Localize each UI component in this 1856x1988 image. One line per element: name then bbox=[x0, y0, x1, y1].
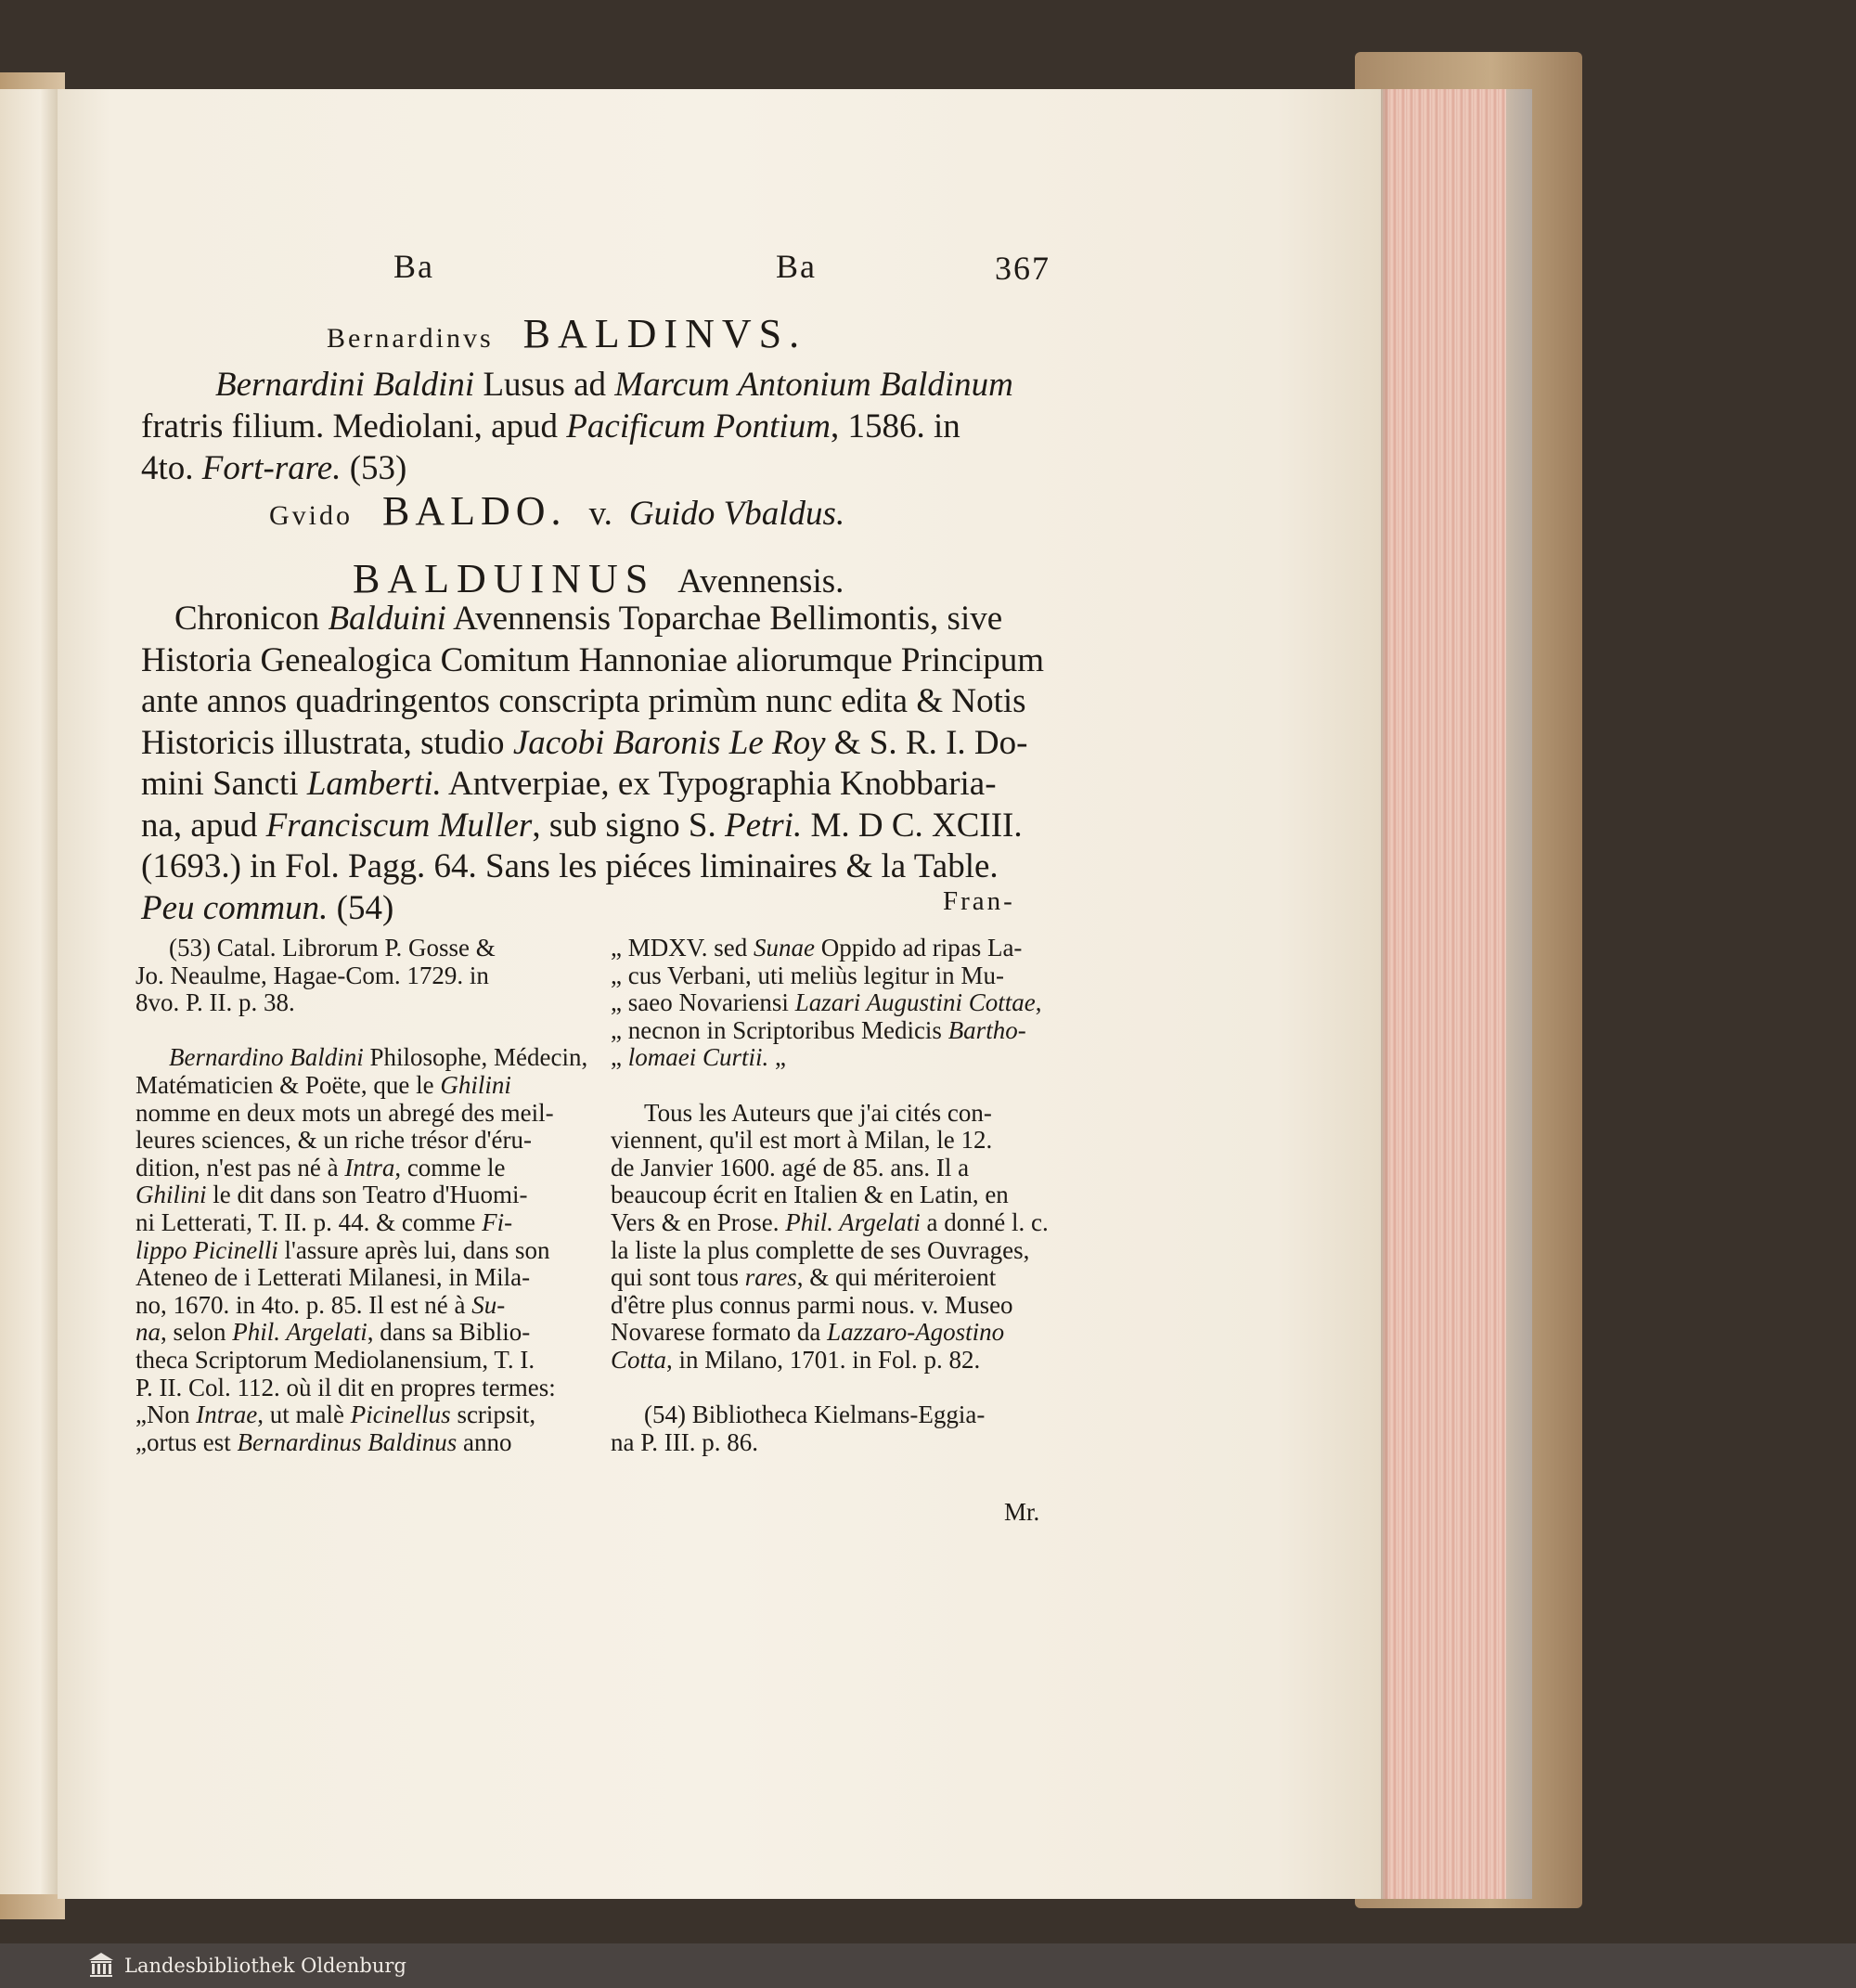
text-segment: Lazari Augustini Cottae bbox=[794, 988, 1036, 1017]
text-segment: Cotta bbox=[611, 1346, 667, 1374]
catchword-top: Fran- bbox=[943, 886, 1015, 916]
text-segment: Oppido ad ripas La- bbox=[814, 934, 1023, 962]
text-segment: de Janvier 1600. agé de 85. ans. Il a bbox=[611, 1153, 970, 1181]
text-line bbox=[141, 846, 999, 887]
text-segment: , dans sa Biblio- bbox=[367, 1318, 531, 1347]
entry2-see-ref: v. bbox=[588, 495, 612, 533]
text-line bbox=[611, 1041, 786, 1074]
library-name: Landesbibliothek Oldenburg bbox=[124, 1955, 406, 1977]
text-line bbox=[135, 1426, 511, 1459]
text-line bbox=[174, 598, 1002, 639]
text-segment: scripsit, bbox=[450, 1401, 536, 1429]
entry3-heading-place: Avennensis. bbox=[677, 562, 844, 600]
text-segment: Sunae bbox=[754, 934, 815, 962]
text-line bbox=[141, 680, 1026, 722]
text-segment: „ necnon in Scriptoribus Medicis bbox=[611, 1015, 948, 1044]
text-segment: , in Milano, 1701. in Fol. p. 82. bbox=[666, 1346, 981, 1374]
text-segment: Pacificum Pontium bbox=[566, 407, 831, 445]
page-edge-inner bbox=[1506, 89, 1532, 1899]
text-segment: Chronicon bbox=[174, 600, 329, 638]
text-segment: beaucoup écrit en Italien & en Latin, en bbox=[611, 1181, 1009, 1209]
text-segment: Ghilini bbox=[135, 1181, 207, 1209]
entry1-heading-name: Bernardinvs bbox=[327, 323, 494, 354]
text-segment: Historia Genealogica Comitum Hannoniae aliorumque Principum bbox=[141, 640, 1045, 679]
text-segment: Historicis illustrata, studio bbox=[141, 723, 513, 762]
running-head-left: Ba bbox=[393, 248, 434, 285]
text-segment: Ghilini bbox=[440, 1071, 511, 1099]
text-segment: Lazzaro-Agostino bbox=[827, 1318, 1005, 1347]
entry2-heading-surname: BALDO. bbox=[382, 488, 567, 534]
text-segment: Bernardinus Baldinus bbox=[237, 1427, 458, 1456]
text-line bbox=[611, 1426, 758, 1459]
text-segment: dition, n'est pas né à bbox=[135, 1153, 345, 1181]
text-segment: „Non bbox=[135, 1401, 197, 1429]
text-segment: Fi- bbox=[482, 1208, 513, 1236]
text-segment: , bbox=[1035, 988, 1042, 1017]
text-segment: fratris filium. Mediolani, apud bbox=[141, 407, 567, 445]
text-segment: 4to. bbox=[141, 449, 202, 487]
library-building-icon bbox=[87, 1951, 115, 1979]
text-segment: na, apud bbox=[141, 806, 266, 845]
entry1-line bbox=[215, 364, 1058, 406]
text-segment: Intra bbox=[344, 1153, 395, 1181]
entry3-heading-surname: BALDUINUS bbox=[353, 556, 656, 601]
text-segment: d'être plus connus parmi nous. v. Museo bbox=[611, 1290, 1013, 1319]
text-segment: ante annos quadringentos conscripta primùm nunc edita & Notis bbox=[141, 682, 1026, 720]
entry3-heading bbox=[353, 555, 844, 602]
text-segment: Picinellus bbox=[350, 1401, 451, 1429]
text-segment: ni Letterati, T. II. p. 44. & comme bbox=[135, 1208, 483, 1236]
text-segment: Bartho- bbox=[947, 1015, 1026, 1044]
text-segment: nomme en deux mots un abregé des meil- bbox=[135, 1098, 554, 1127]
text-segment: „ortus est bbox=[135, 1427, 238, 1456]
text-line bbox=[611, 1344, 980, 1376]
text-segment: (1693.) in Fol. Pagg. 64. Sans les piéces liminaires & la Table. bbox=[141, 847, 999, 885]
entry2-heading bbox=[269, 487, 844, 535]
text-segment: Novarese formato da bbox=[611, 1318, 828, 1347]
text-segment: „ MDXV. sed bbox=[611, 934, 754, 962]
text-segment: l'assure après lui, dans son bbox=[277, 1235, 550, 1264]
page-edge-shadow bbox=[1381, 89, 1390, 1899]
text-segment: a donné l. c. bbox=[920, 1208, 1049, 1236]
text-segment: Antverpiae, ex Typographia Knobbaria- bbox=[441, 765, 997, 803]
entry2-heading-name: Gvido bbox=[269, 500, 353, 531]
text-segment: theca Scriptorum Mediolanensium, T. I. bbox=[135, 1346, 535, 1374]
text-line bbox=[141, 763, 997, 805]
catchword-bottom: Mr. bbox=[1004, 1498, 1040, 1526]
text-segment: 8vo. P. II. p. 38. bbox=[135, 988, 295, 1017]
text-line bbox=[141, 805, 1023, 846]
text-segment: Philosophe, Médecin, bbox=[363, 1043, 588, 1072]
entry1-heading-surname: BALDINVS. bbox=[522, 311, 807, 356]
text-segment: mini Sancti bbox=[141, 765, 307, 803]
entry1-line bbox=[141, 447, 1058, 489]
text-segment: „ bbox=[768, 1043, 786, 1072]
text-segment: Bernardini Baldini bbox=[215, 366, 475, 404]
text-segment: , & qui mériteroient bbox=[796, 1263, 997, 1292]
left-page-fragment bbox=[0, 89, 59, 1894]
text-segment: viennent, qu'il est mort à Milan, le 12. bbox=[611, 1126, 993, 1155]
page-edge bbox=[1381, 89, 1506, 1899]
text-segment: no, 1670. in 4to. p. 85. Il est né à bbox=[135, 1290, 472, 1319]
text-segment: , selon bbox=[161, 1318, 233, 1347]
text-segment: na bbox=[135, 1318, 161, 1347]
text-segment: Balduini bbox=[328, 600, 446, 638]
text-segment: , ut malè bbox=[257, 1401, 351, 1429]
text-segment: la liste la plus complette de ses Ouvrages, bbox=[611, 1235, 1030, 1264]
text-line bbox=[135, 987, 295, 1019]
text-segment: Franciscum Muller bbox=[265, 806, 533, 845]
text-segment: Su- bbox=[471, 1290, 506, 1319]
text-segment: Phil. Argelati bbox=[232, 1318, 367, 1347]
text-segment: , 1586. in bbox=[830, 407, 960, 445]
text-segment: , sub signo S. bbox=[532, 806, 725, 845]
text-segment: na P. III. p. 86. bbox=[611, 1427, 758, 1456]
text-segment: Avennensis Toparchae Bellimontis, sive bbox=[445, 600, 1003, 638]
page-number: 367 bbox=[995, 250, 1050, 287]
text-segment: „ bbox=[611, 1043, 628, 1072]
text-segment: (53) bbox=[341, 449, 407, 487]
text-segment: le dit dans son Teatro d'Huomi- bbox=[206, 1181, 528, 1209]
text-segment: Marcum Antonium Baldinum bbox=[614, 366, 1013, 404]
text-line bbox=[141, 639, 1044, 681]
text-segment: rares bbox=[744, 1263, 797, 1292]
text-segment: qui sont tous bbox=[611, 1263, 745, 1292]
text-segment: (53) Catal. Librorum P. Gosse & bbox=[169, 934, 496, 962]
text-segment: (54) Bibliotheca Kielmans-Eggia- bbox=[644, 1401, 986, 1429]
text-segment: , comme le bbox=[394, 1153, 506, 1181]
text-segment: lomaei Curtii. bbox=[627, 1043, 769, 1072]
entry1-line bbox=[141, 406, 1058, 447]
text-segment: Jacobi Baronis Le Roy bbox=[512, 723, 826, 762]
text-segment: leures sciences, & un riche trésor d'éru- bbox=[135, 1126, 532, 1155]
text-segment: Lamberti. bbox=[306, 765, 442, 803]
text-segment: P. II. Col. 112. où il dit en propres termes: bbox=[135, 1373, 556, 1401]
text-segment: Fort-rare. bbox=[201, 449, 342, 487]
text-segment: Bernardino Baldini bbox=[169, 1043, 364, 1072]
text-line bbox=[141, 887, 393, 929]
text-segment: Intrae bbox=[196, 1401, 258, 1429]
text-segment: Phil. Argelati bbox=[785, 1208, 921, 1236]
text-segment: Lusus ad bbox=[474, 366, 615, 404]
text-segment: Ateneo de i Letterati Milanesi, in Mila- bbox=[135, 1263, 531, 1292]
text-segment: (54) bbox=[328, 888, 394, 927]
text-segment: Matématicien & Poëte, que le bbox=[135, 1071, 441, 1099]
text-segment: Peu commun. bbox=[141, 888, 329, 927]
entry2-see-target: Guido Vbaldus. bbox=[628, 495, 845, 533]
text-segment: Jo. Neaulme, Hagae-Com. 1729. in bbox=[135, 961, 489, 989]
text-segment: „ cus Verbani, uti meliùs legitur in Mu- bbox=[611, 961, 1004, 989]
text-segment: lippo Picinelli bbox=[135, 1235, 278, 1264]
text-line bbox=[141, 722, 1027, 764]
text-segment: M. D C. XCIII. bbox=[802, 806, 1023, 845]
text-segment: Tous les Auteurs que j'ai cités con- bbox=[644, 1098, 992, 1127]
text-segment: anno bbox=[457, 1427, 512, 1456]
text-segment: & S. R. I. Do- bbox=[825, 723, 1028, 762]
text-segment: Vers & en Prose. bbox=[611, 1208, 786, 1236]
text-segment: Petri. bbox=[724, 806, 803, 845]
text-segment: „ saeo Novariensi bbox=[611, 988, 795, 1017]
running-head-center: Ba bbox=[776, 248, 817, 285]
entry1-heading bbox=[327, 310, 806, 357]
